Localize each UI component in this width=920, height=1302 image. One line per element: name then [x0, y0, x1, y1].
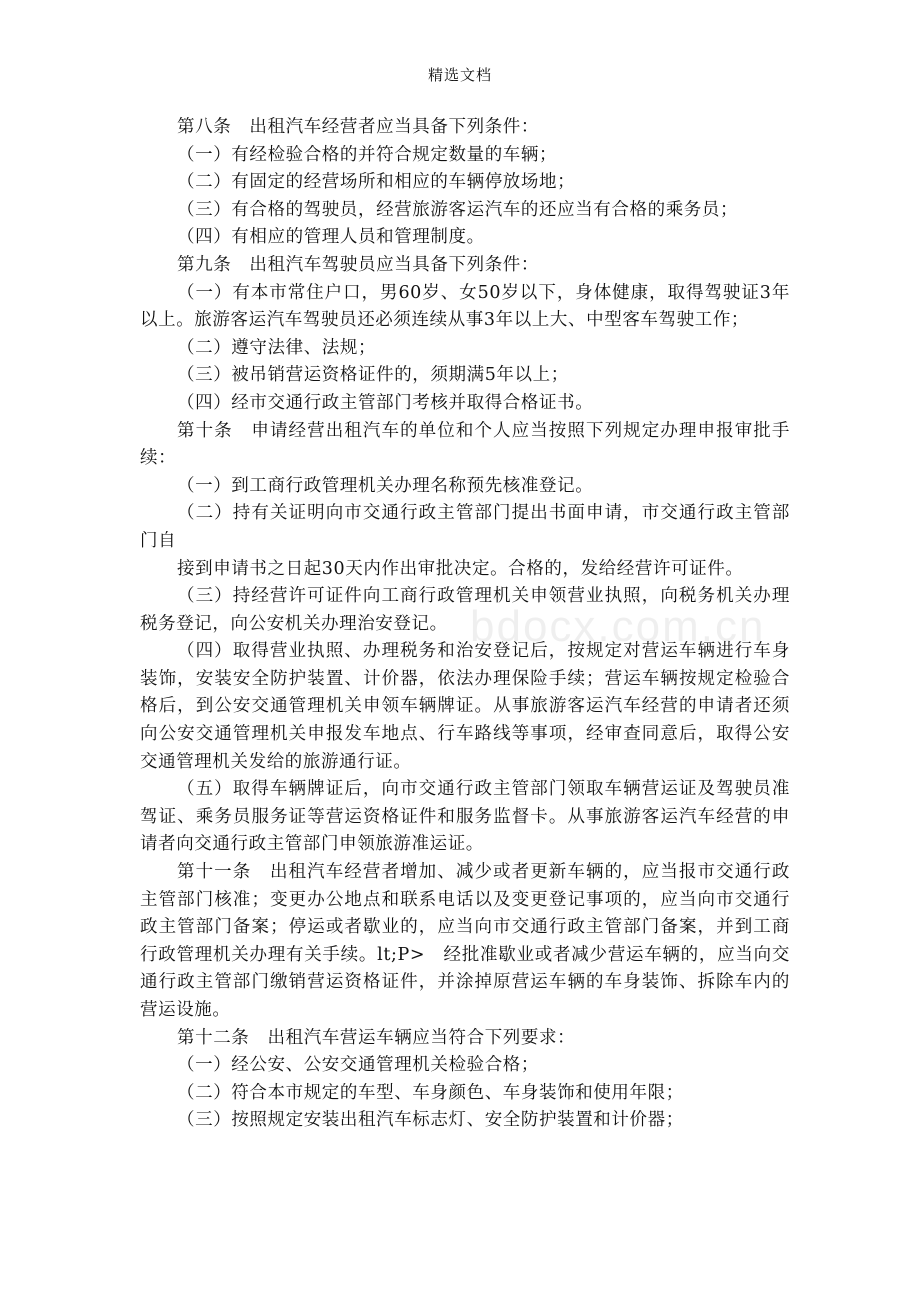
watermark-text: bdocx.com.cn — [470, 602, 766, 651]
article-12-item-3: （三）按照规定安装出租汽车标志灯、安全防护装置和计价器； — [177, 1110, 684, 1131]
document-body — [140, 114, 790, 1135]
article-10-item-3: （三）持经营许可证件向工商行政管理机关申领营业执照，向税务机关办理税务登记，向公安机关办理治安登记。 — [140, 586, 790, 634]
article-8-item-4: （四）有相应的管理人员和管理制度。 — [177, 227, 485, 248]
page-header-title: 精选文档 — [427, 66, 492, 84]
article-10-item-2-continued: 接到申请书之日起30天内作出审批决定。合格的，发给经营许可证件。 — [177, 558, 744, 579]
article-9-heading: 第九条 出租汽车驾驶员应当具备下列条件： — [177, 254, 539, 275]
article-8-heading: 第八条 出租汽车经营者应当具备下列条件： — [177, 117, 539, 137]
article-9-item-1: （一）有本市常住户口，男60岁、女50岁以下，身体健康，取得驾驶证3年以上。旅游客运汽车驾驶员还必须连续从事3年以上大、中型客车驾驶工作； — [140, 282, 790, 331]
article-12-item-1: （一）经公安、公安交通管理机关检验合格； — [177, 1055, 539, 1076]
article-8-item-3: （三）有合格的驾驶员，经营旅游客运汽车的还应当有合格的乘务员； — [177, 199, 739, 220]
article-8-item-1: （一）有经检验合格的并符合规定数量的车辆； — [177, 144, 558, 165]
article-10-item-1: （一）到工商行政管理机关办理名称预先核准登记。 — [177, 475, 594, 496]
article-10-item-4: （四）取得营业执照、办理税务和治安登记后，按规定对营运车辆进行车身装饰，安装安全防护装置、计价器，依法办理保险手续；营运车辆按规定检验合格后，到公安交通管理机关申领车辆牌证。从事旅游客运汽车经营的申请者还须向公安交通管理机关申报发车地点、行车路线等事项，经审查同意后，取得公安交通管理机关发给的旅游通行证。 — [140, 641, 790, 772]
article-10-item-2: （二）持有关证明向市交通行政主管部门提出书面申请，市交通行政主管部门自 — [140, 503, 790, 551]
article-9-item-3: （三）被吊销营运资格证件的，须期满5年以上； — [177, 365, 569, 386]
article-12-heading: 第十二条 出租汽车营运车辆应当符合下列要求： — [177, 1027, 576, 1048]
article-9-item-2: （二）遵守法律、法规； — [177, 337, 377, 358]
article-8-item-2: （二）有固定的经营场所和相应的车辆停放场地； — [177, 172, 576, 193]
article-10-heading: 第十条 申请经营出租汽车的单位和个人应当按照下列规定办理申报审批手续： — [140, 420, 790, 469]
article-12-item-2: （二）符合本市规定的车型、车身颜色、车身装饰和使用年限； — [177, 1082, 684, 1103]
article-10-item-5: （五）取得车辆牌证后，向市交通行政主管部门领取车辆营运证及驾驶员准驾证、乘务员服务证等营运资格证件和服务监督卡。从事旅游客运汽车经营的申请者向交通行政主管部门申领旅游准运证。 — [140, 779, 790, 855]
article-9-item-4: （四）经市交通行政主管部门考核并取得合格证书。 — [177, 392, 594, 413]
article-11-text: 第十一条 出租汽车经营者增加、减少或者更新车辆的，应当报市交通行政主管部门核准；变更办公地点和联系电话以及变更登记事项的，应当向市交通行政主管部门备案；停运或者歇业的，应当向市交通行政主管部门备案，并到工商行政管理机关办理有关手续。lt;P> 经批准歇业或者减少营运车辆的，应当向交通行政主管部门缴销营运资格证件，并涂掉原营运车辆的车身装饰、拆除车内的营运设施。 — [140, 862, 790, 1020]
